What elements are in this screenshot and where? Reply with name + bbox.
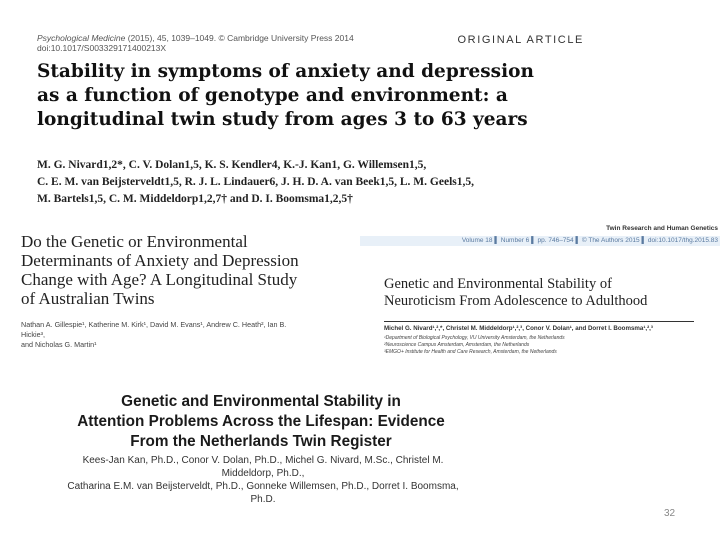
- title-line: Attention Problems Across the Lifespan: Evidence: [77, 413, 445, 430]
- author-line: M. Bartels1,5, C. M. Middeldorp1,2,7† and D. I. Boomsma1,2,5†: [37, 193, 353, 205]
- author-line: M. G. Nivard1,2*, C. V. Dolan1,5, K. S. Kendler4, K.-J. Kan1, G. Willemsen1,5,: [37, 159, 427, 171]
- author-line: and Nicholas G. Martin¹: [21, 340, 97, 349]
- title-rule: [384, 321, 694, 322]
- article-clip-attention-problems: [48, 382, 474, 505]
- title-line: as a function of genotype and environment: a: [37, 85, 508, 106]
- affiliation-line: ¹Department of Biological Psychology, VU University Amsterdam, the Netherlands: [384, 335, 565, 341]
- journal-meta: Volume 18 ▌ Number 6 ▌ pp. 746–754 ▌ © The Authors 2015 ▌ doi:10.1017/thg.2015.83: [461, 237, 718, 244]
- article-type-label: ORIGINAL ARTICLE: [457, 34, 584, 46]
- journal-header: [37, 33, 354, 53]
- journal-name: Twin Research and Human Genetics: [606, 225, 718, 232]
- affiliation-list: [384, 335, 565, 356]
- journal-name: Psychological Medicine: [37, 33, 126, 43]
- title-line: longitudinal twin study from ages 3 to 63 years: [37, 109, 528, 130]
- title-line: Genetic and Environmental Stability of: [384, 276, 612, 292]
- affiliation-line: ³EMGO+ Institute for Health and Care Research, Amsterdam, the Netherlands: [384, 349, 557, 355]
- article-clip-neuroticism: [360, 220, 720, 365]
- title-line: of Australian Twins: [21, 289, 155, 308]
- article-title: [52, 392, 470, 452]
- title-line: Change with Age? A Longitudinal Study: [21, 270, 298, 289]
- title-line: From the Netherlands Twin Register: [130, 433, 392, 450]
- article-doi: doi:10.1017/S003329171400213X: [37, 43, 167, 53]
- title-line: Do the Genetic or Environmental: [21, 232, 248, 251]
- title-line: Neuroticism From Adolescence to Adulthood: [384, 293, 648, 309]
- article-title: [384, 276, 704, 310]
- affiliation-line: ²Neuroscience Campus Amsterdam, Amsterdam, the Netherlands: [384, 342, 530, 348]
- author-list: [56, 454, 470, 506]
- article-clip-psychological-medicine: [34, 30, 586, 210]
- author-list: Michel G. Nivard¹,²,*, Christel M. Middeldorp¹,²,³, Conor V. Dolan¹, and Dorret I. Boomsma¹,²,³: [384, 325, 653, 332]
- article-title: [37, 60, 557, 132]
- author-line: C. E. M. van Beijsterveldt1,5, R. J. L. Lindauer6, J. H. D. A. van Beek1,5, L. M. Geels1,5,: [37, 176, 474, 188]
- article-title: [21, 232, 321, 308]
- title-line: Stability in symptoms of anxiety and depression: [37, 61, 534, 82]
- article-clip-australian-twins: [18, 230, 324, 350]
- page-number: 32: [664, 508, 676, 519]
- title-line: Determinants of Anxiety and Depression: [21, 251, 299, 270]
- author-line: Catharina E.M. van Beijsterveldt, Ph.D., Gonneke Willemsen, Ph.D., Dorret I. Boomsma, Ph.D.: [67, 481, 459, 505]
- author-list: [21, 320, 311, 350]
- author-line: Kees-Jan Kan, Ph.D., Conor V. Dolan, Ph.D., Michel G. Nivard, M.Sc., Christel M. Middeldorp, Ph.D.,: [82, 455, 444, 479]
- journal-citation: (2015), 45, 1039–1049. © Cambridge University Press 2014: [125, 33, 354, 43]
- author-line: Nathan A. Gillespie¹, Katherine M. Kirk¹, David M. Evans¹, Andrew C. Heath², Ian B. Hickie³,: [21, 320, 287, 339]
- author-list: [37, 157, 557, 208]
- title-line: Genetic and Environmental Stability in: [121, 393, 401, 410]
